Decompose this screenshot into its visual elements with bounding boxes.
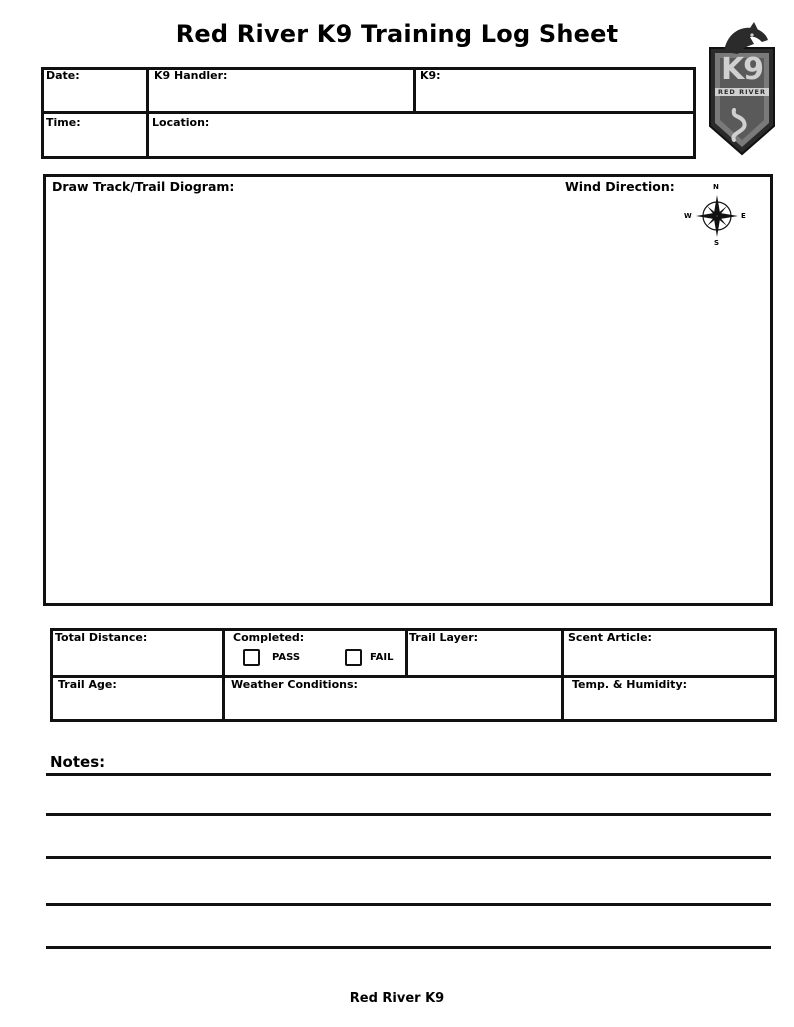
weather-conditions-field[interactable]: Weather Conditions: bbox=[231, 678, 358, 691]
date-field[interactable]: Date: bbox=[46, 69, 80, 82]
pass-label: PASS bbox=[272, 652, 301, 663]
fail-label: FAIL bbox=[370, 652, 394, 663]
red-river-k9-logo bbox=[704, 22, 780, 158]
logo-sub-text: RED RIVER bbox=[717, 88, 766, 96]
details-col-divider-1 bbox=[222, 628, 225, 722]
wind-direction-label: Wind Direction: bbox=[565, 179, 675, 194]
footer-text: Red River K9 bbox=[349, 991, 445, 1006]
notes-line[interactable] bbox=[46, 813, 771, 816]
logo-mark-text: K9 bbox=[720, 52, 764, 87]
notes-line[interactable] bbox=[46, 946, 771, 949]
notes-line[interactable] bbox=[46, 773, 771, 776]
trail-diagram-area[interactable] bbox=[43, 174, 773, 606]
pass-checkbox[interactable] bbox=[243, 649, 260, 666]
fail-checkbox[interactable] bbox=[345, 649, 362, 666]
compass-rose bbox=[684, 183, 750, 249]
k9-name-field[interactable]: K9: bbox=[420, 69, 441, 82]
header-col-divider-2 bbox=[413, 67, 416, 113]
k9-handler-field[interactable]: K9 Handler: bbox=[154, 69, 228, 82]
compass-east: E bbox=[741, 212, 746, 220]
details-col-divider-3 bbox=[561, 628, 564, 722]
temp-humidity-field[interactable]: Temp. & Humidity: bbox=[572, 678, 688, 691]
compass-west: W bbox=[684, 212, 692, 220]
notes-line[interactable] bbox=[46, 856, 771, 859]
header-col-divider-1 bbox=[146, 67, 149, 159]
completed-label: Completed: bbox=[233, 631, 305, 644]
scent-article-field[interactable]: Scent Article: bbox=[568, 631, 652, 644]
compass-north: N bbox=[713, 183, 719, 191]
notes-line[interactable] bbox=[46, 903, 771, 906]
header-row-divider bbox=[41, 111, 696, 114]
trail-diagram-label: Draw Track/Trail Diogram: bbox=[52, 179, 235, 194]
total-distance-field[interactable]: Total Distance: bbox=[55, 631, 148, 644]
location-field[interactable]: Location: bbox=[152, 116, 210, 129]
time-field[interactable]: Time: bbox=[46, 116, 81, 129]
compass-south: S bbox=[714, 239, 720, 247]
trail-age-field[interactable]: Trail Age: bbox=[58, 678, 117, 691]
details-col-divider-2 bbox=[405, 628, 408, 677]
page-title: Red River K9 Training Log Sheet bbox=[175, 20, 619, 48]
trail-layer-field[interactable]: Trail Layer: bbox=[409, 631, 479, 644]
notes-label: Notes: bbox=[50, 753, 106, 771]
